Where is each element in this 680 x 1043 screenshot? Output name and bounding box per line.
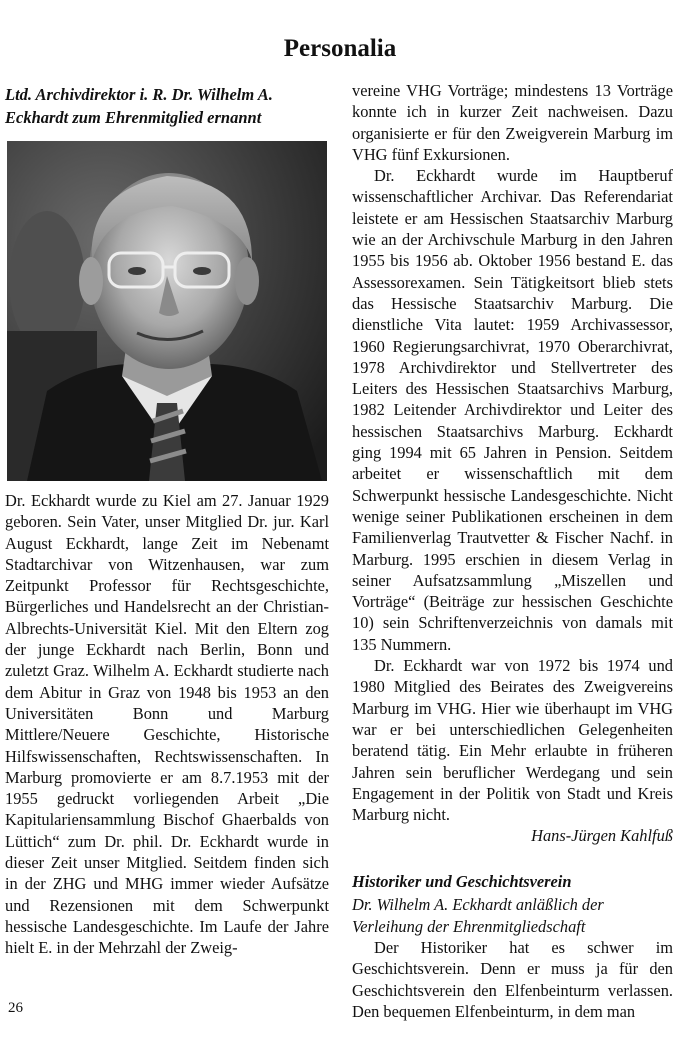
article-paragraph: Dr. Eckhardt wurde zu Kiel am 27. Januar 1929 geboren. Sein Vater, unser Mitglied Dr. jur. Karl August Eckhardt, lange Zeit im Nebenamt Stadtarchivar von Witzenhausen, war zum Zeitpunkt Professor für Rechtsgeschichte, Bürgerliches und Handelsrecht an der Christian-Albrechts-Universität Kiel. Mit den Eltern zog der junge Eckhardt nach Berlin, Bonn und zuletzt Graz. Wilhelm A. Eckhardt studierte nach dem Abitur in Graz von 1948 bis 1953 an den Universitäten Bonn und Marburg Mittlere/Neuere Geschichte, Historische Hilfswissenschaften, Rechtswissenschaften. In Marburg promovierte er am 8.7.1953 mit der 1955 gedruckt vorliegenden Arbeit „Die Kapitulariensammlung Bischof Ghaerbalds von Lüttich“ zum Dr. phil. Dr. Eckhardt wurde in dieser Zeit unser Mitglied. Seitdem finden sich in der ZHG und MHG immer wieder Aufsätze und Rezensionen mit dem Schwerpunkt hessische Landesgeschichte. Im Laufe der Jahre hielt E. in der Mehrzahl der Zweig- — [5, 491, 329, 958]
author-signature: Hans-Jürgen Kahlfuß — [531, 826, 673, 846]
article-paragraph: Dr. Eckhardt wurde im Hauptberuf wissenschaftlicher Archivar. Das Referendariat leistete er am Hessischen Staatsarchiv Marburg wie an der Archivschule Marburg in den Jahren 1955 bis 1956 ab. Oktober 1956 bestand E. das Assessorexamen. Sein Tätigkeitsort blieb stets das Hessische Staatsarchiv Marburg. Die dienstliche Vita lautet: 1959 Archivassessor, 1960 Regierungsarchivrat, 1970 Oberarchivrat, 1978 Archivdirektor und Stellvertreter des Leiters des Hessischen Staatsarchivs Marburg, 1982 Leitender Archivdirektor und Leiter des hessischen Staatsarchivs Marburg. Eckhardt ging 1994 mit 65 Jahren in Pension. Seitdem arbeitet er wissenschaftlich mit dem Schwerpunkt hessische Landesgeschichte. Nicht wenige seiner Publikationen erscheinen in dem Familienverlag Trautvetter & Fischer Nachf. in Marburg. 1995 erschien in diesem Verlag in seiner Aufsatzsammlung „Miszellen und Vorträge“ (Beiträge zur hessischen Geschichte 10) sein Schriftenverzeichnis von damals mit 135 Nummern. — [352, 166, 673, 654]
section-heading: Historiker und Geschichtsverein — [352, 872, 572, 892]
section-subheading: Dr. Wilhelm A. Eckhardt anläßlich der Verleihung der Ehrenmitgliedschaft — [352, 895, 604, 936]
page-title: Personalia — [283, 35, 397, 62]
article-paragraph: Der Historiker hat es schwer im Geschichtsverein. Denn er muss ja für den Geschichtsverein den Elfenbeinturm verlassen. Den bequemen Elfenbeinturm, in dem man — [352, 937, 673, 1021]
left-column — [5, 80, 329, 959]
article-paragraph: vereine VHG Vorträge; mindestens 13 Vorträge konnte ich in kurzer Zeit nachweisen. Dazu organisierte er für den Zweigverein Marburg im VHG fünf Exkursionen. — [352, 81, 673, 164]
article-heading: Ltd. Archivdirektor i. R. Dr. Wilhelm A. Eckhardt zum Ehrenmitglied ernannt — [5, 85, 273, 127]
right-column — [352, 80, 673, 1022]
portrait-photo — [7, 141, 327, 481]
page-number: 26 — [8, 1000, 23, 1016]
article-paragraph: Dr. Eckhardt war von 1972 bis 1974 und 1980 Mitglied des Beirates des Zweigvereins Marburg im VHG. Hier wie überhaupt im VHG war er bei unterschiedlichen Gelegenheiten beratend tätig. Ein Mehr erlaubte in früheren Jahren sein beruflicher Werdegang und sein Engagement in der Politik von Stadt und Kreis Marburg nicht. — [352, 656, 673, 825]
